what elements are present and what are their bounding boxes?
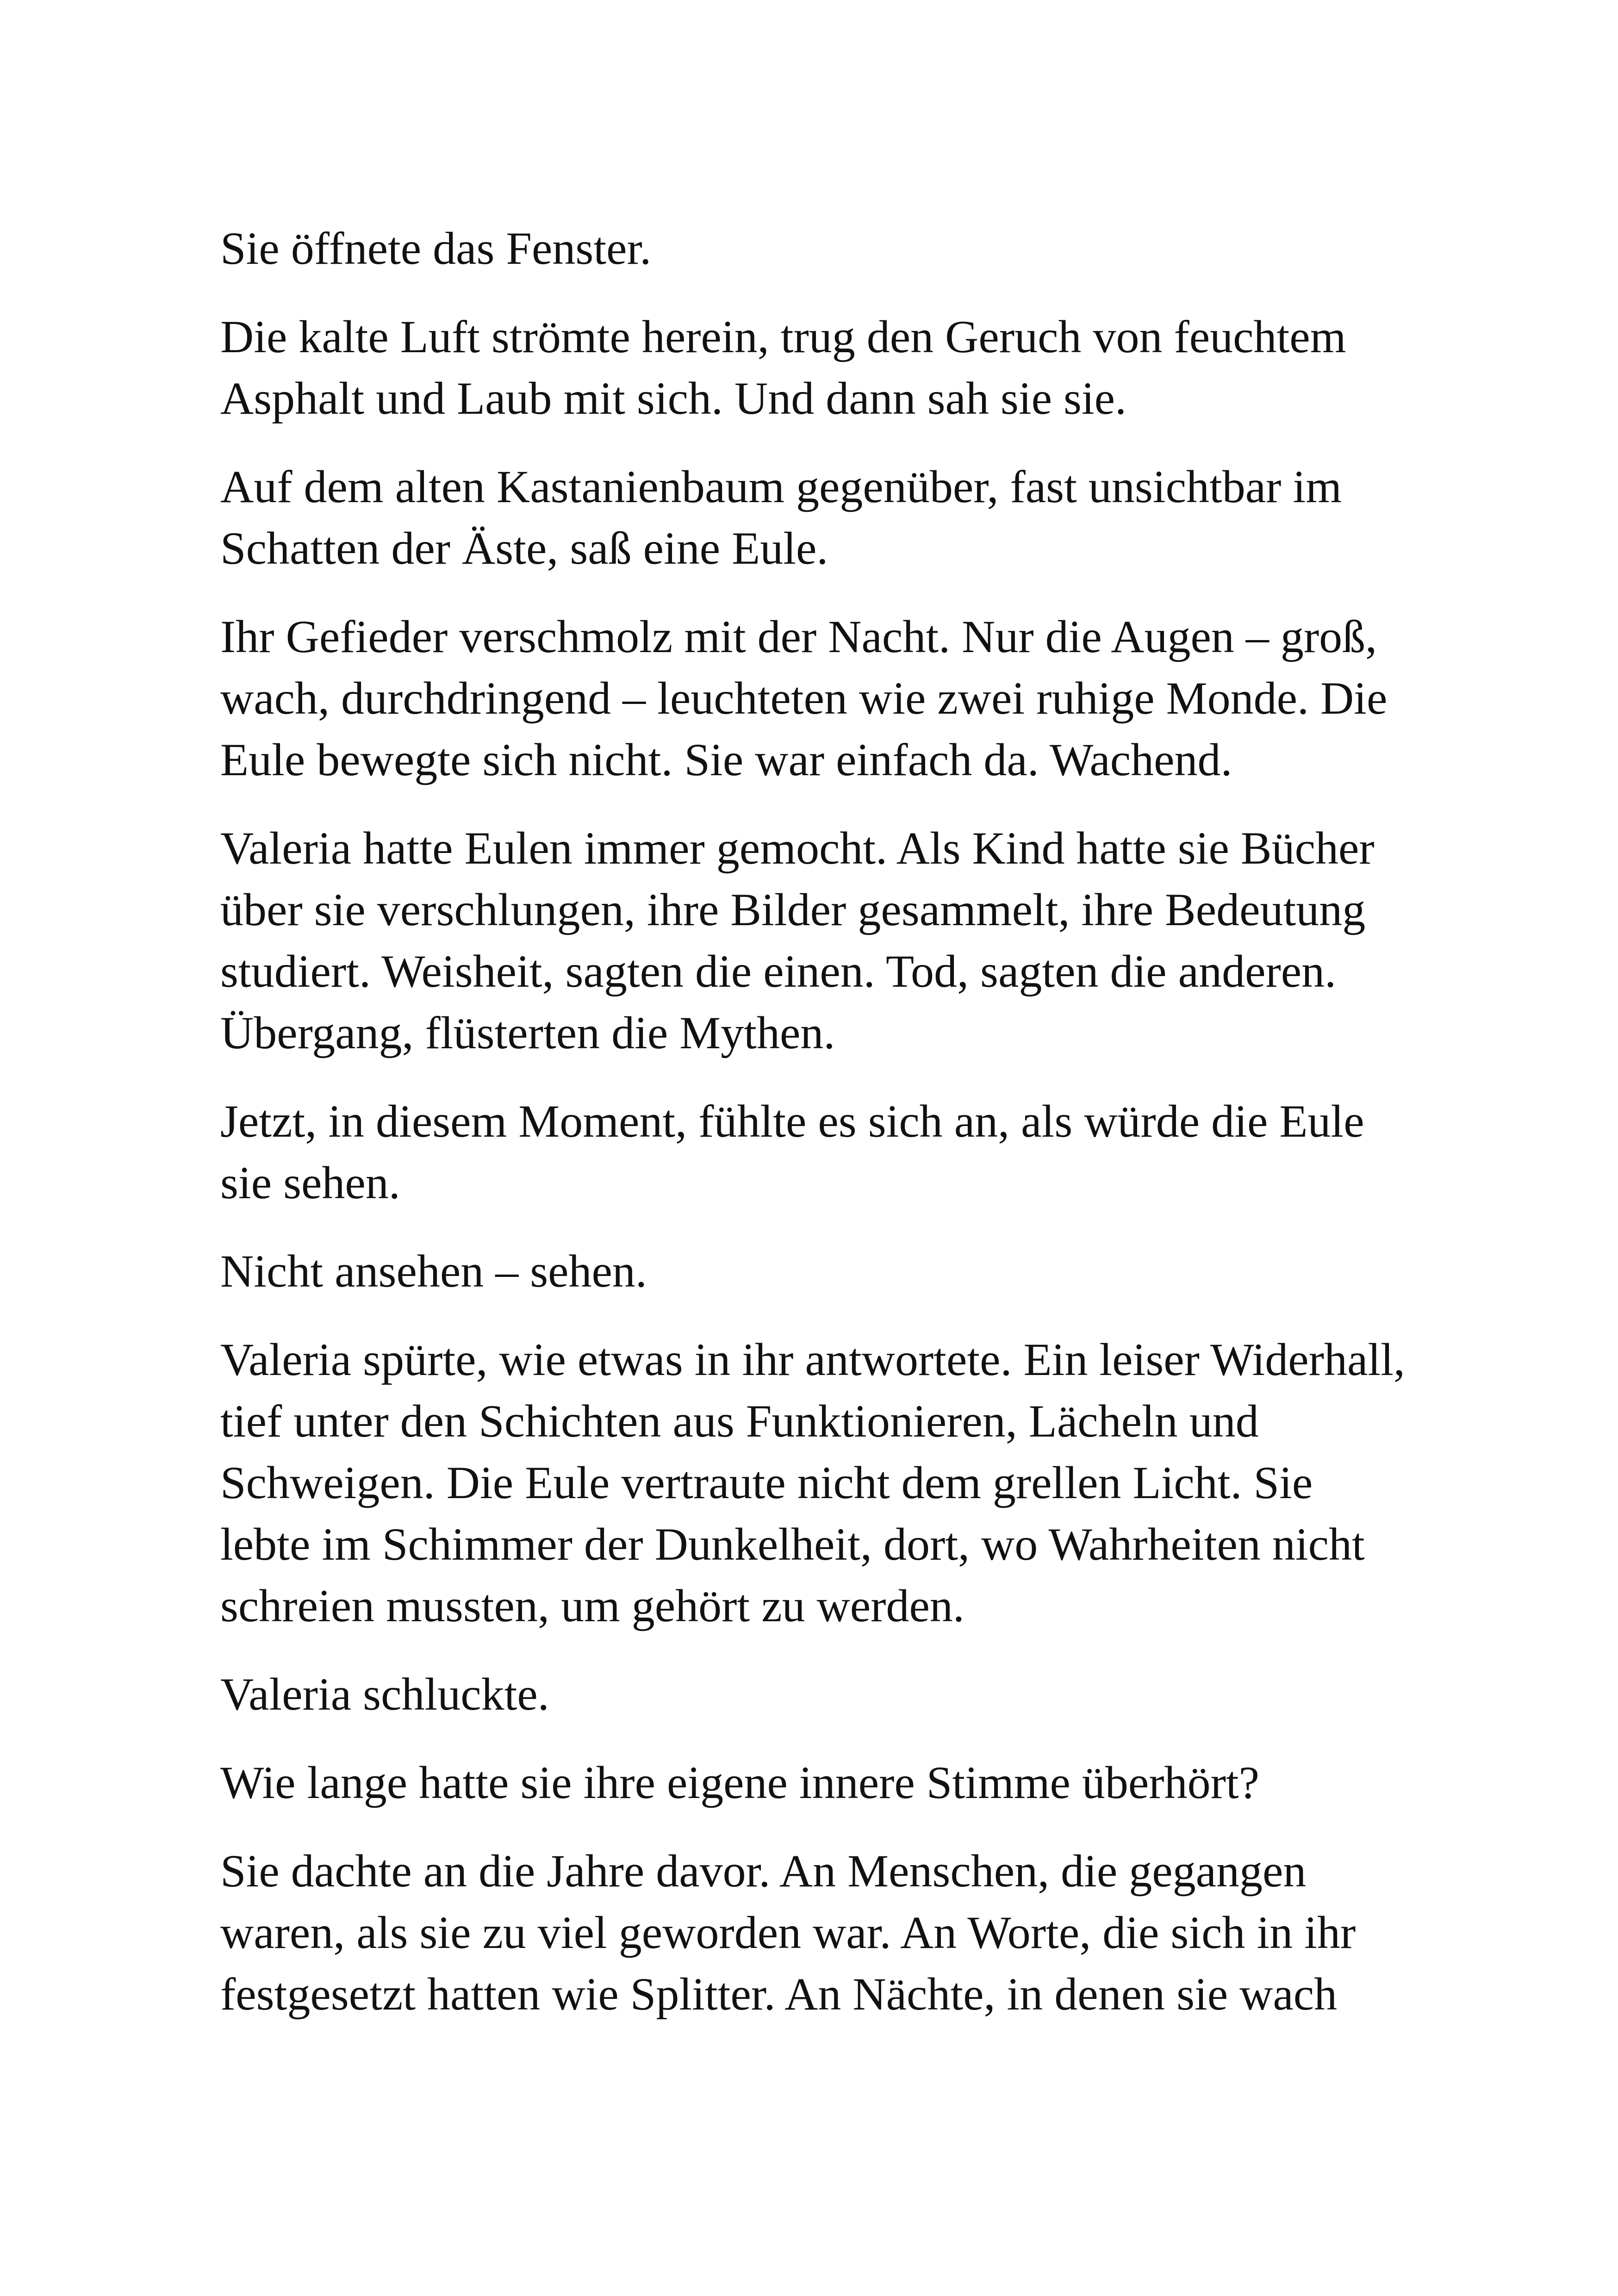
paragraph: Auf dem alten Kastanienbaum gegenüber, fast unsichtbar im Schatten der Äste, saß eine Eule. bbox=[220, 461, 1342, 574]
paragraph: Valeria schluckte. bbox=[220, 1668, 549, 1720]
paragraph: Nicht ansehen – sehen. bbox=[220, 1245, 647, 1297]
paragraph: Sie öffnete das Fenster. bbox=[220, 223, 652, 274]
paragraph: Wie lange hatte sie ihre eigene innere Stimme überhört? bbox=[220, 1757, 1260, 1808]
paragraph: Valeria spürte, wie etwas in ihr antwortete. Ein leiser Widerhall, tief unter den Schichten aus Funktionieren, Lächeln und Schweigen. Die Eule vertraute nicht dem grellen Licht. Sie lebte im Schimmer der Dunkelheit, dort, wo Wahrheiten nicht schreien mussten, um gehört zu werden. bbox=[220, 1334, 1405, 1631]
paragraph: Jetzt, in diesem Moment, fühlte es sich an, als würde die Eule sie sehen. bbox=[220, 1095, 1364, 1208]
paragraph: Ihr Gefieder verschmolz mit der Nacht. Nur die Augen – groß, wach, durchdringend – leuchteten wie zwei ruhige Monde. Die Eule bewegte sich nicht. Sie war einfach da. Wachend. bbox=[220, 611, 1388, 785]
paragraph: Valeria hatte Eulen immer gemocht. Als Kind hatte sie Bücher über sie verschlungen, ihre Bilder gesammelt, ihre Bedeutung studiert. Weisheit, sagten die einen. Tod, sagten die anderen. Übergang, flüsterten die Mythen. bbox=[220, 822, 1375, 1058]
paragraph: Sie dachte an die Jahre davor. An Menschen, die gegangen waren, als sie zu viel geworden war. An Worte, die sich in ihr festgesetzt hatten wie Splitter. An Nächte, in denen sie wach bbox=[220, 1845, 1356, 2020]
body-text bbox=[220, 218, 1405, 2052]
paragraph: Die kalte Luft strömte herein, trug den Geruch von feuchtem Asphalt und Laub mit sich. Und dann sah sie sie. bbox=[220, 311, 1346, 424]
